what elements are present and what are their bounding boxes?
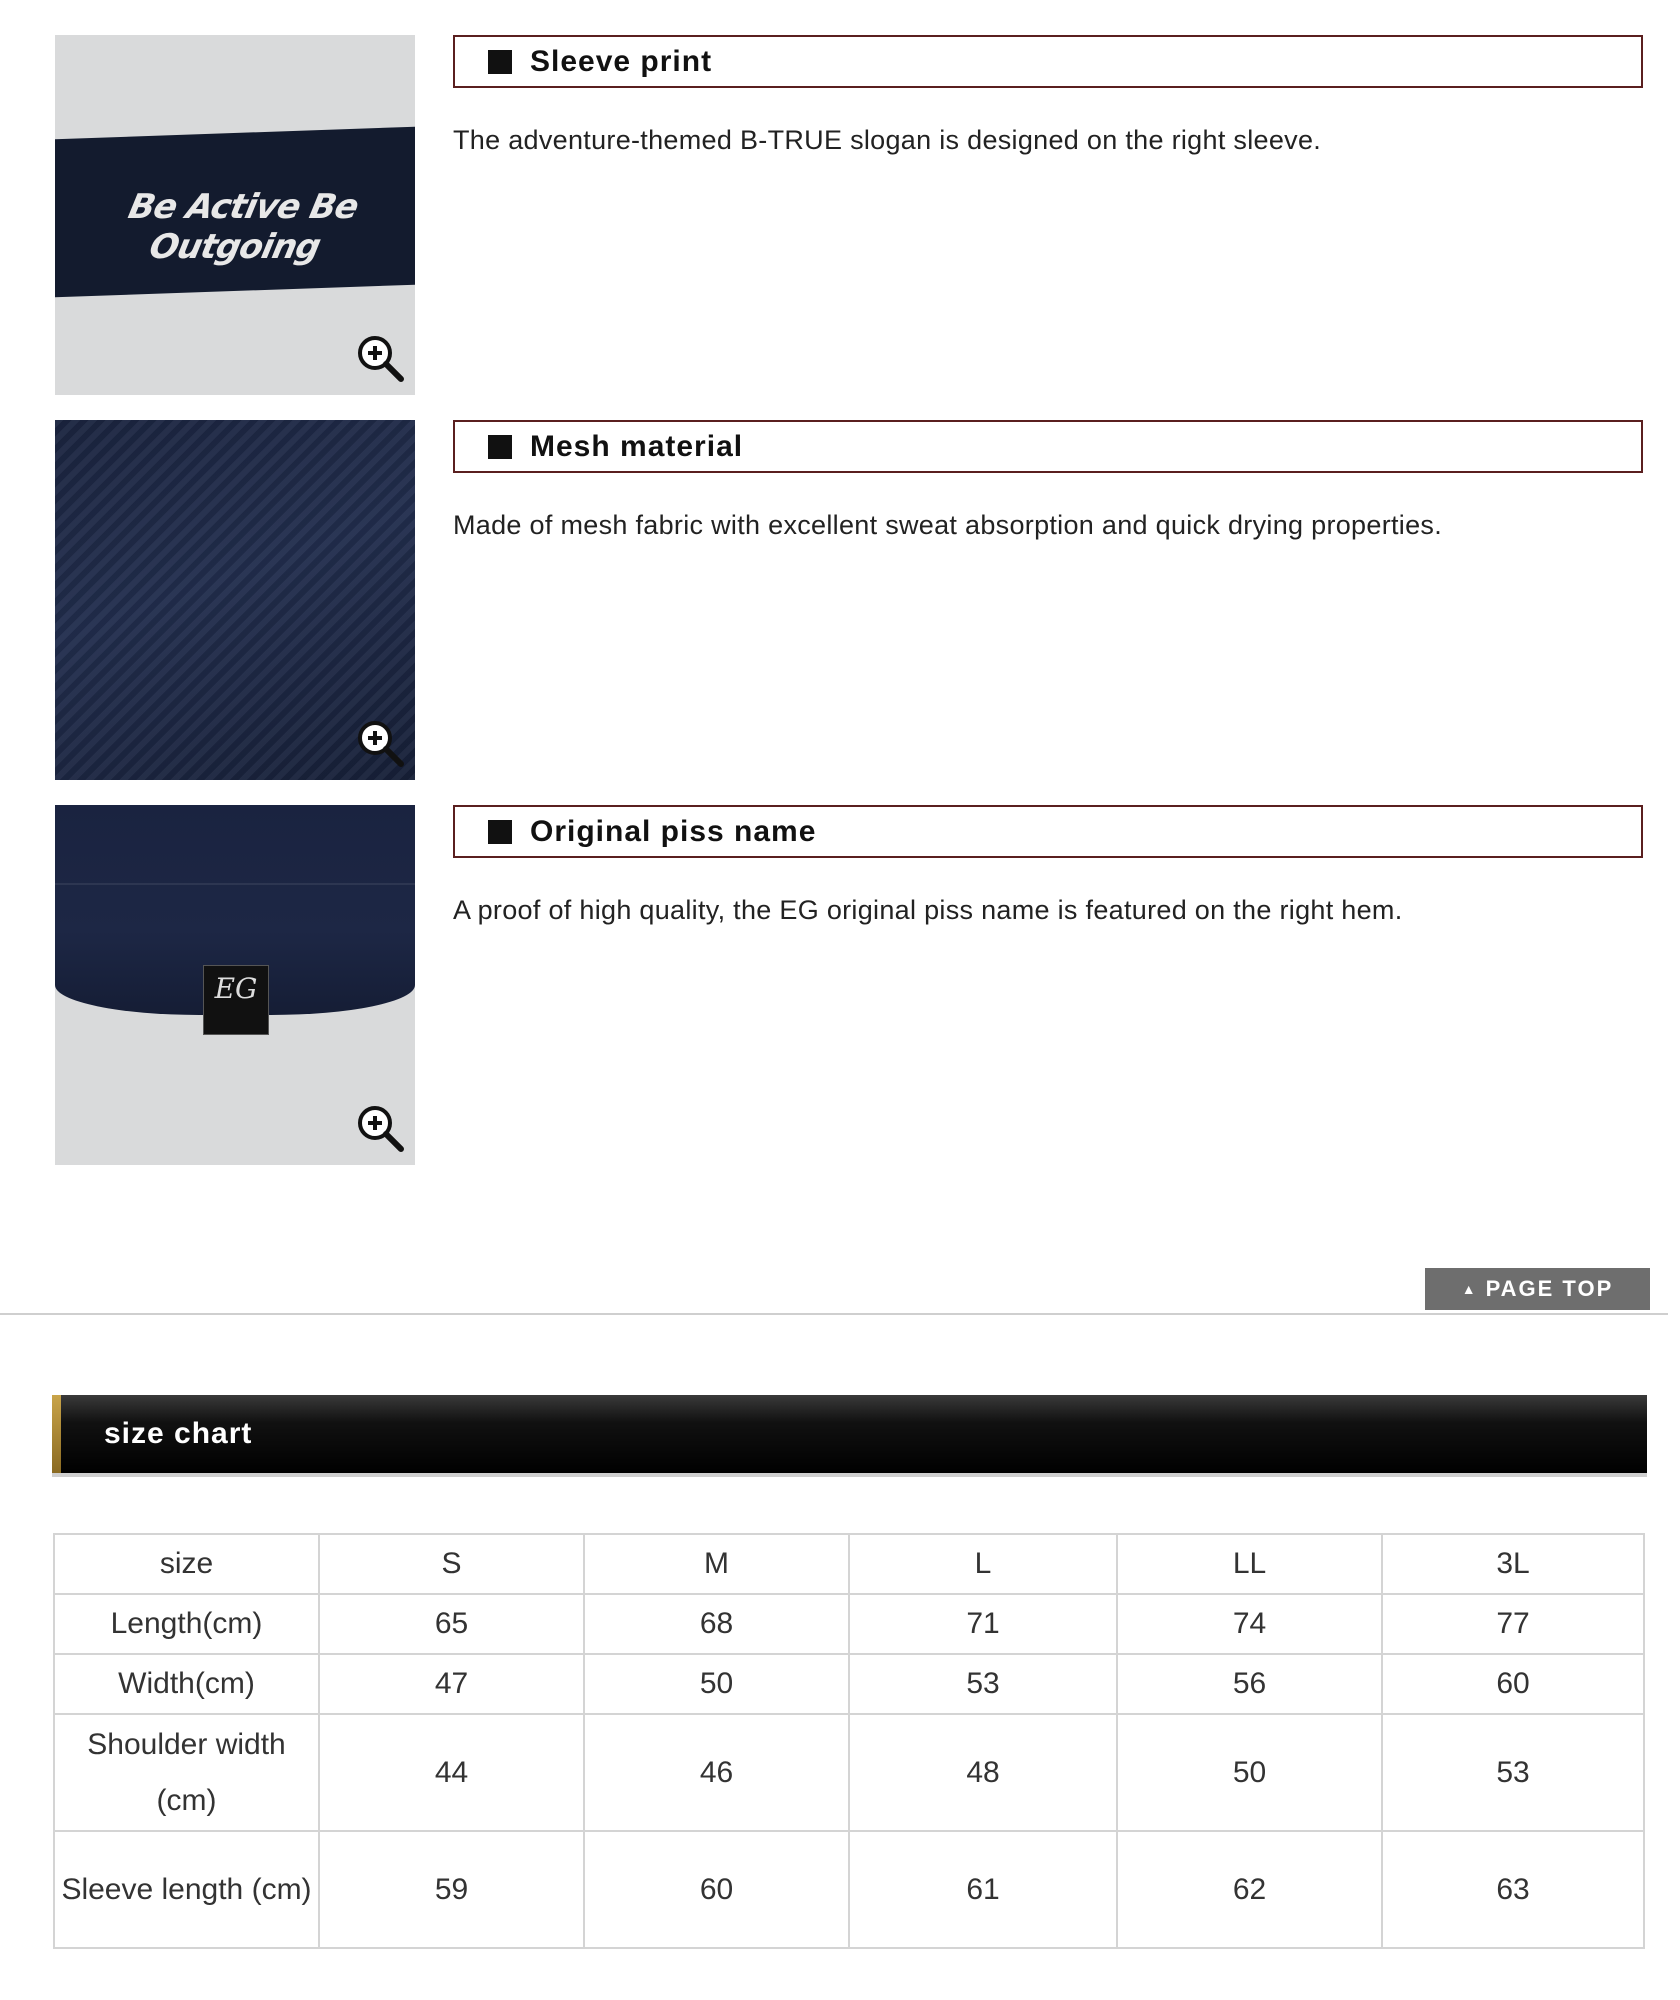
table-cell: 63: [1382, 1831, 1644, 1948]
eg-logo-text: EG: [214, 972, 258, 1005]
table-cell: 46: [584, 1714, 849, 1831]
table-cell: L: [849, 1534, 1117, 1594]
table-cell: 48: [849, 1714, 1117, 1831]
table-row: [54, 1831, 1644, 1948]
table-cell: 50: [584, 1654, 849, 1714]
sleeve-print-image[interactable]: [55, 35, 415, 395]
feature-heading: [453, 35, 1643, 88]
page-top-button[interactable]: [1425, 1268, 1650, 1310]
feature-mesh-material: [0, 420, 1680, 790]
table-header-row: [54, 1534, 1644, 1594]
table-row: [54, 1594, 1644, 1654]
table-cell: 61: [849, 1831, 1117, 1948]
table-cell: M: [584, 1534, 849, 1594]
eg-logo-tag: [203, 965, 269, 1035]
table-cell: 60: [584, 1831, 849, 1948]
table-cell: 59: [319, 1831, 584, 1948]
zoom-in-icon[interactable]: [353, 1101, 407, 1155]
table-cell: 44: [319, 1714, 584, 1831]
gold-accent: [52, 1395, 61, 1473]
feature-original-piss-name: [0, 805, 1680, 1175]
feature-description: A proof of high quality, the EG original piss name is featured on the right hem.: [453, 895, 1403, 925]
square-bullet-icon: [488, 50, 512, 74]
zoom-in-icon[interactable]: [353, 331, 407, 385]
square-bullet-icon: [488, 820, 512, 844]
feature-title: Mesh material: [530, 429, 744, 463]
square-bullet-icon: [488, 435, 512, 459]
page-top-label: PAGE TOP: [1485, 1276, 1614, 1301]
section-divider: [0, 1313, 1668, 1315]
table-cell: size: [54, 1534, 319, 1594]
table-cell: Width(cm): [54, 1654, 319, 1714]
table-cell: S: [319, 1534, 584, 1594]
table-cell: LL: [1117, 1534, 1382, 1594]
table-cell: 56: [1117, 1654, 1382, 1714]
feature-description: Made of mesh fabric with excellent sweat absorption and quick drying properties.: [453, 510, 1442, 540]
table-cell: 68: [584, 1594, 849, 1654]
sleeve-slogan-text: Be Active Be Outgoing: [124, 187, 362, 267]
table-row: [54, 1654, 1644, 1714]
table-cell: 65: [319, 1594, 584, 1654]
size-chart-table: [53, 1533, 1645, 1949]
table-cell: 3L: [1382, 1534, 1644, 1594]
size-chart-header: [52, 1395, 1647, 1473]
table-cell: Shoulder width (cm): [54, 1714, 319, 1831]
hem-stitch-line: [55, 883, 415, 885]
feature-sleeve-print: [0, 35, 1680, 405]
feature-heading: [453, 420, 1643, 473]
table-row: [54, 1714, 1644, 1831]
table-cell: 74: [1117, 1594, 1382, 1654]
table-cell: 50: [1117, 1714, 1382, 1831]
arrow-up-icon: ▲: [1461, 1281, 1478, 1297]
table-cell: 62: [1117, 1831, 1382, 1948]
table-cell: 53: [1382, 1714, 1644, 1831]
table-cell: Length(cm): [54, 1594, 319, 1654]
feature-heading: [453, 805, 1643, 858]
feature-title: Original piss name: [530, 814, 817, 848]
mesh-material-image[interactable]: [55, 420, 415, 780]
table-cell: Sleeve length (cm): [54, 1831, 319, 1948]
hem-tag-image[interactable]: [55, 805, 415, 1165]
table-cell: 47: [319, 1654, 584, 1714]
zoom-in-icon[interactable]: [353, 716, 407, 770]
feature-description: The adventure-themed B-TRUE slogan is designed on the right sleeve.: [453, 125, 1322, 155]
table-cell: 60: [1382, 1654, 1644, 1714]
table-cell: 71: [849, 1594, 1117, 1654]
feature-title: Sleeve print: [530, 44, 713, 78]
table-cell: 77: [1382, 1594, 1644, 1654]
size-chart-title: size chart: [104, 1417, 253, 1450]
table-cell: 53: [849, 1654, 1117, 1714]
